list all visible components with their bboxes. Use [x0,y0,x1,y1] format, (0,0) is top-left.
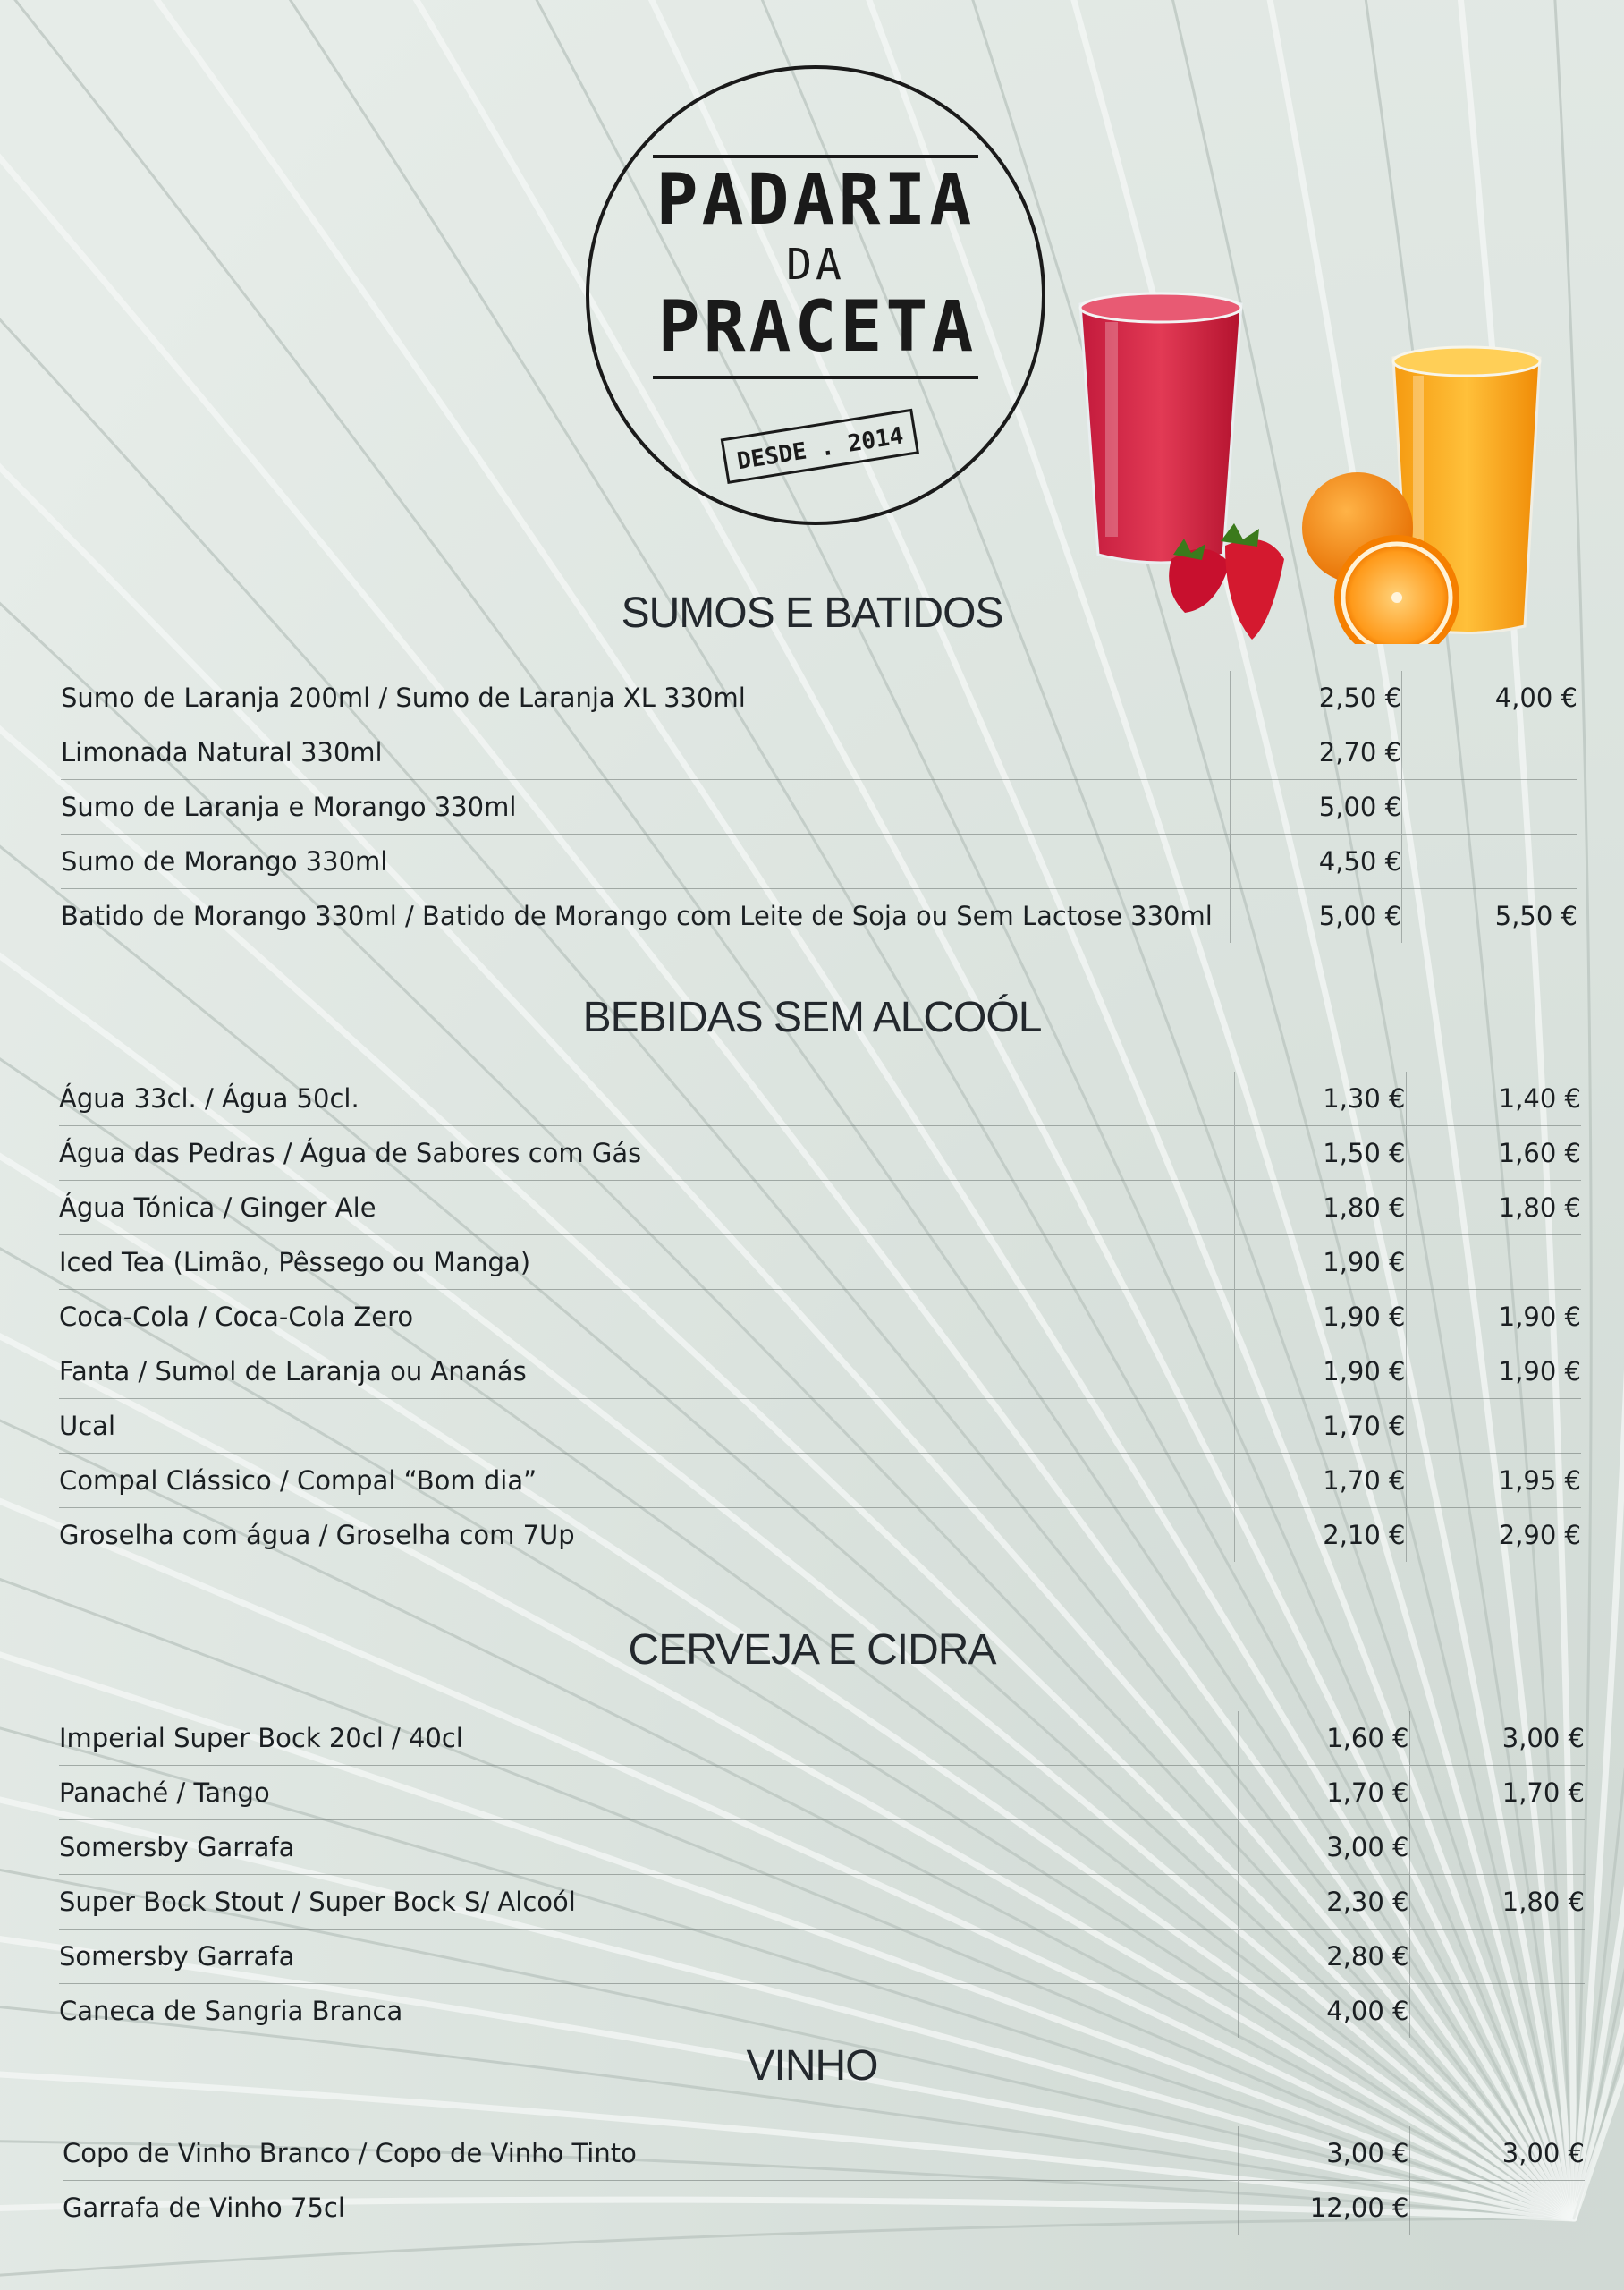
item-price-2 [1402,725,1577,780]
item-name: Super Bock Stout / Super Bock S/ Alcoól [59,1887,576,1917]
item-price-2: 1,95 € [1498,1465,1581,1496]
item-price-1: 1,90 € [1234,1344,1406,1399]
item-price-2: 1,80 € [1501,1887,1585,1917]
item-price-2 [1409,1930,1585,1984]
item-price-1: 2,50 € [1230,671,1401,725]
item-price-1: 4,50 € [1230,835,1401,889]
item-name: Sumo de Laranja e Morango 330ml [61,792,517,822]
section-title-cerveja: CERVEJA E CIDRA [628,1626,996,1674]
item-price-2 [1409,2181,1585,2235]
item-price-2: 2,90 € [1498,1520,1581,1550]
item-name: Copo de Vinho Branco / Copo de Vinho Tinto [63,2138,637,2168]
item-price-1: 12,00 € [1238,2181,1409,2235]
item-price-2: 1,60 € [1498,1138,1581,1168]
menu-table-vinho [63,2126,1585,2235]
item-price-1: 1,80 € [1234,1181,1406,1235]
menu-row [59,1454,1581,1508]
menu-row [61,835,1577,889]
item-name: Coca-Cola / Coca-Cola Zero [59,1302,414,1332]
item-name: Panaché / Tango [59,1777,270,1808]
item-price-2: 1,90 € [1498,1356,1581,1387]
menu-row [59,1344,1581,1399]
menu-table-sumos [61,671,1577,943]
section-title-sumos: SUMOS E BATIDOS [621,589,1003,637]
item-price-2 [1402,835,1577,889]
item-price-1: 5,00 € [1230,889,1401,944]
logo-since: DESDE . 2014 [735,422,906,476]
item-price-1: 5,00 € [1230,780,1401,835]
item-price-2 [1402,780,1577,835]
menu-row [61,889,1577,944]
item-name: Sumo de Morango 330ml [61,846,388,877]
menu-table-cerveja [59,1711,1585,2038]
item-name: Somersby Garrafa [59,1941,295,1972]
menu-row [61,780,1577,835]
menu-row [59,1126,1581,1181]
item-name: Batido de Morango 330ml / Batido de Morango com Leite de Soja ou Sem Lactose 330ml [61,901,1213,931]
item-price-1: 1,60 € [1238,1711,1409,1766]
menu-row [59,1875,1585,1930]
item-price-2 [1406,1399,1581,1454]
item-price-2: 1,40 € [1498,1083,1581,1114]
menu-row [63,2126,1585,2181]
menu-row [61,725,1577,780]
menu-row [59,1290,1581,1344]
item-name: Compal Clássico / Compal “Bom dia” [59,1465,537,1496]
item-price-1: 4,00 € [1238,1984,1409,2039]
item-price-1: 1,50 € [1234,1126,1406,1181]
item-price-1: 1,70 € [1238,1766,1409,1820]
item-price-1: 1,30 € [1234,1072,1406,1126]
item-name: Iced Tea (Limão, Pêssego ou Manga) [59,1247,531,1277]
item-price-1: 3,00 € [1238,2126,1409,2181]
item-name: Água das Pedras / Água de Sabores com Gás [59,1138,642,1168]
item-price-2: 1,70 € [1501,1777,1585,1808]
menu-row [59,1820,1585,1875]
menu-row [59,1930,1585,1984]
item-price-2: 1,90 € [1498,1302,1581,1332]
item-price-1: 2,10 € [1234,1508,1406,1563]
section-title-bebidas: BEBIDAS SEM ALCOÓL [582,994,1042,1041]
item-name: Ucal [59,1411,115,1441]
item-name: Limonada Natural 330ml [61,737,383,768]
item-price-2: 4,00 € [1494,683,1577,713]
item-name: Imperial Super Bock 20cl / 40cl [59,1723,463,1753]
menu-row [59,1711,1585,1766]
item-price-2 [1406,1235,1581,1290]
menu-row [59,1399,1581,1454]
item-price-1: 1,90 € [1234,1235,1406,1290]
item-price-1: 1,90 € [1234,1290,1406,1344]
menu-row [59,1508,1581,1563]
logo-line2: DA [786,240,845,290]
item-price-2: 1,80 € [1498,1192,1581,1223]
item-price-1: 2,30 € [1238,1875,1409,1930]
item-name: Garrafa de Vinho 75cl [63,2192,345,2223]
item-name: Groselha com água / Groselha com 7Up [59,1520,575,1550]
menu-table-bebidas [59,1072,1581,1562]
menu-row [59,1984,1585,2039]
logo-line3: PRACETA [657,287,977,368]
item-price-2: 3,00 € [1501,1723,1585,1753]
section-title-vinho: VINHO [746,2042,878,2090]
item-name: Fanta / Sumol de Laranja ou Ananás [59,1356,527,1387]
item-price-2 [1409,1984,1585,2039]
item-price-2 [1409,1820,1585,1875]
item-price-1: 1,70 € [1234,1454,1406,1508]
menu-row [61,671,1577,725]
item-price-1: 1,70 € [1234,1399,1406,1454]
item-price-2: 3,00 € [1501,2138,1585,2168]
menu-row [59,1181,1581,1235]
menu-row [59,1766,1585,1820]
menu-row [63,2181,1585,2235]
item-name: Água Tónica / Ginger Ale [59,1192,376,1223]
menu-row [59,1235,1581,1290]
item-price-1: 2,70 € [1230,725,1401,780]
menu-row [59,1072,1581,1126]
logo-line1: PADARIA [656,160,976,241]
item-price-1: 2,80 € [1238,1930,1409,1984]
item-price-1: 3,00 € [1238,1820,1409,1875]
item-price-2: 5,50 € [1494,901,1577,931]
item-name: Caneca de Sangria Branca [59,1996,403,2026]
item-name: Sumo de Laranja 200ml / Sumo de Laranja XL 330ml [61,683,746,713]
item-name: Somersby Garrafa [59,1832,295,1862]
padaria-logo [583,63,1048,528]
item-name: Água 33cl. / Água 50cl. [59,1083,359,1114]
